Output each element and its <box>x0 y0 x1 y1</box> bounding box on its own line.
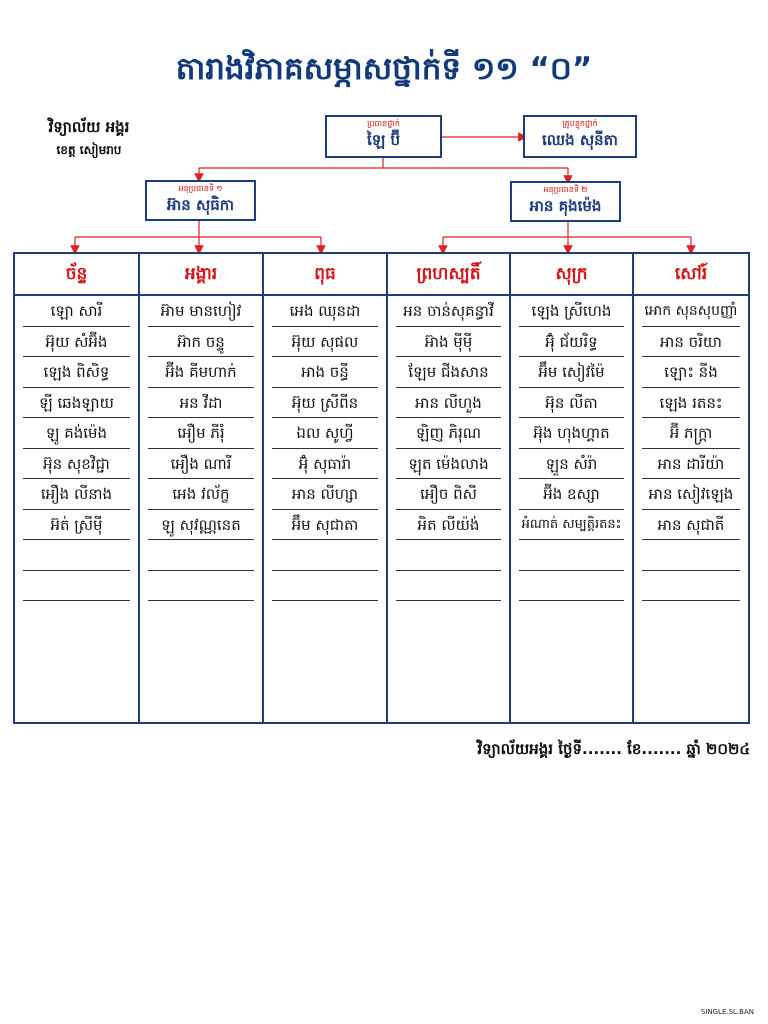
student-name-row <box>519 540 624 571</box>
student-name-row: អ៊ុន លីតា <box>519 388 624 419</box>
day-header: សៅរ៍ <box>634 254 748 296</box>
student-name-row: អោក សុនសុបញ្ញាំ <box>642 296 740 327</box>
student-name-row <box>642 571 740 602</box>
page-title: តារាងវិភាគសម្ភាសថ្នាក់ទី ១១ “០” <box>175 51 593 87</box>
day-header: ព្រហស្បតិ៍ <box>388 254 509 296</box>
day-column-wednesday <box>262 254 386 722</box>
homeroom-teacher-name: ឈេង សុនីតា <box>542 131 618 149</box>
student-name-row: ឡែម ជីងសាន <box>396 357 501 388</box>
student-name-row: អ៊ុយ សំអ៊ីង <box>23 327 130 358</box>
student-name-row: អាង ចន្ធី <box>272 357 378 388</box>
vice-president-2-role: អនុប្រធានទី ២ <box>543 185 588 194</box>
homeroom-teacher-role: គ្រូបន្ទុកថ្នាក់ <box>562 119 598 128</box>
day-column-saturday <box>632 254 748 722</box>
class-president-role: ប្រធានថ្នាក់ <box>367 119 400 128</box>
student-name-row: អឿម ភីរុំ <box>148 418 254 449</box>
student-name-row: អាន លីហ្សា <box>272 479 378 510</box>
student-name-row <box>396 540 501 571</box>
student-name-row: អាន សៀវឡេង <box>642 479 740 510</box>
day-column-monday <box>15 254 138 722</box>
school-name: វិទ្យាល័យ អង្គរ <box>48 118 130 136</box>
class-president-name: ឡៃ ប៊ី <box>366 131 401 149</box>
student-name-row: អ៊ី ភក្ត្រា <box>642 418 740 449</box>
class-president-box <box>325 115 442 158</box>
student-name-row: អ៊ាក ចន្ទូ <box>148 327 254 358</box>
day-header: ច័ន្ទ <box>15 254 138 296</box>
day-header: ពុធ <box>264 254 386 296</box>
student-name-row: អ៊ុំ ជ័យរិទ្ធ <box>519 327 624 358</box>
student-name-row: អាន សុជាតី <box>642 510 740 541</box>
student-name-row: អ៊ុយ ស្រីពីន <box>272 388 378 419</box>
student-name-row <box>272 540 378 571</box>
student-name-row: ឡី ឆេងឡាយ <box>23 388 130 419</box>
student-name-row: អ៊ីង ឧស្សា <box>519 479 624 510</box>
student-name-row: អាន ចរិយា <box>642 327 740 358</box>
student-name-row: អ៊ត់ ស្រីម៉ី <box>23 510 130 541</box>
schedule-table <box>13 252 750 724</box>
student-name-row: អ៊ុយ សុផល <box>272 327 378 358</box>
student-name-row: អ៊ីង គីមហាក់ <box>148 357 254 388</box>
day-column-thursday <box>386 254 509 722</box>
province-label: ខេត្ត សៀមរាប <box>56 143 122 157</box>
student-name-row: អេង ឈុនដា <box>272 296 378 327</box>
student-name-row <box>519 571 624 602</box>
homeroom-teacher-box <box>523 115 637 158</box>
student-name-row <box>148 540 254 571</box>
student-name-row: ឡេង ស្រីហេង <box>519 296 624 327</box>
student-name-row: ឡូ សុវណ្ណនេត <box>148 510 254 541</box>
student-name-row <box>642 540 740 571</box>
student-name-row: ឡូ គង់ម៉េង <box>23 418 130 449</box>
student-name-row: ឡុត ម៉េងលាង <box>396 449 501 480</box>
vice-president-1-role: អនុប្រធានទី ១ <box>178 184 223 193</box>
corner-label: SINGLE.SL.BAN <box>700 1008 754 1016</box>
student-name-row <box>148 571 254 602</box>
day-header: សុក្រ <box>511 254 632 296</box>
student-name-row: អេង វល័ក្ខ <box>148 479 254 510</box>
vice-president-2-box <box>510 181 621 222</box>
student-name-row: ឡួន សំរ៉ា <box>519 449 624 480</box>
day-header: អង្គារ <box>140 254 262 296</box>
student-name-row: អ៊ឹម សៀវម៉ៃ <box>519 357 624 388</box>
student-name-row: អឿង ណារី <box>148 449 254 480</box>
day-column-tuesday <box>138 254 262 722</box>
student-name-row: អ៊ុំ សុធារ៉ា <box>272 449 378 480</box>
student-name-row: ឡិញ ភិរុណ <box>396 418 501 449</box>
student-name-row <box>272 571 378 602</box>
student-name-row: អឿង លីនាង <box>23 479 130 510</box>
student-name-row: ឡោះ នីង <box>642 357 740 388</box>
vice-president-1-name: អ៊ាន សុធិកា <box>166 196 235 214</box>
student-name-row: អ៊ាម មានហៀវ <box>148 296 254 327</box>
student-name-row: អ៊ាង ម៉ីម៉ី <box>396 327 501 358</box>
vice-president-1-box <box>145 180 256 221</box>
student-name-row: អំណាត់ សម្បត្តិរតនះ <box>519 510 624 541</box>
student-name-row: ឯល សូហ្វី <box>272 418 378 449</box>
day-column-friday <box>509 254 632 722</box>
student-name-row <box>23 571 130 602</box>
student-name-row: ឡោ សារី <box>23 296 130 327</box>
student-name-row: អ៊ុន សុខវិជ្ជា <box>23 449 130 480</box>
student-name-row <box>23 540 130 571</box>
student-name-row: ឡេង រតនះ <box>642 388 740 419</box>
student-name-row: អន វីដា <box>148 388 254 419</box>
student-name-row: អាន លីហួង <box>396 388 501 419</box>
student-name-row: អិត លីយ៉ង់ <box>396 510 501 541</box>
student-name-row: អន ចាន់សុគន្ធាវី <box>396 296 501 327</box>
student-name-row: ឡេង ពិសិទ្ធ <box>23 357 130 388</box>
student-name-row: អាន ដារីយ៉ា <box>642 449 740 480</box>
student-name-row: អ៊ឹម សុជាតា <box>272 510 378 541</box>
student-name-row <box>396 571 501 602</box>
vice-president-2-name: អាន គុងម៉េង <box>529 197 602 215</box>
date-signature-line: វិទ្យាល័យអង្គរ ថ្ងៃទី....... ខែ....... ឆ្នាំ ២០២៤ <box>477 740 750 758</box>
student-name-row: អ៊ុង ហុងហ្គាត <box>519 418 624 449</box>
student-name-row: អឿច ពិសី <box>396 479 501 510</box>
